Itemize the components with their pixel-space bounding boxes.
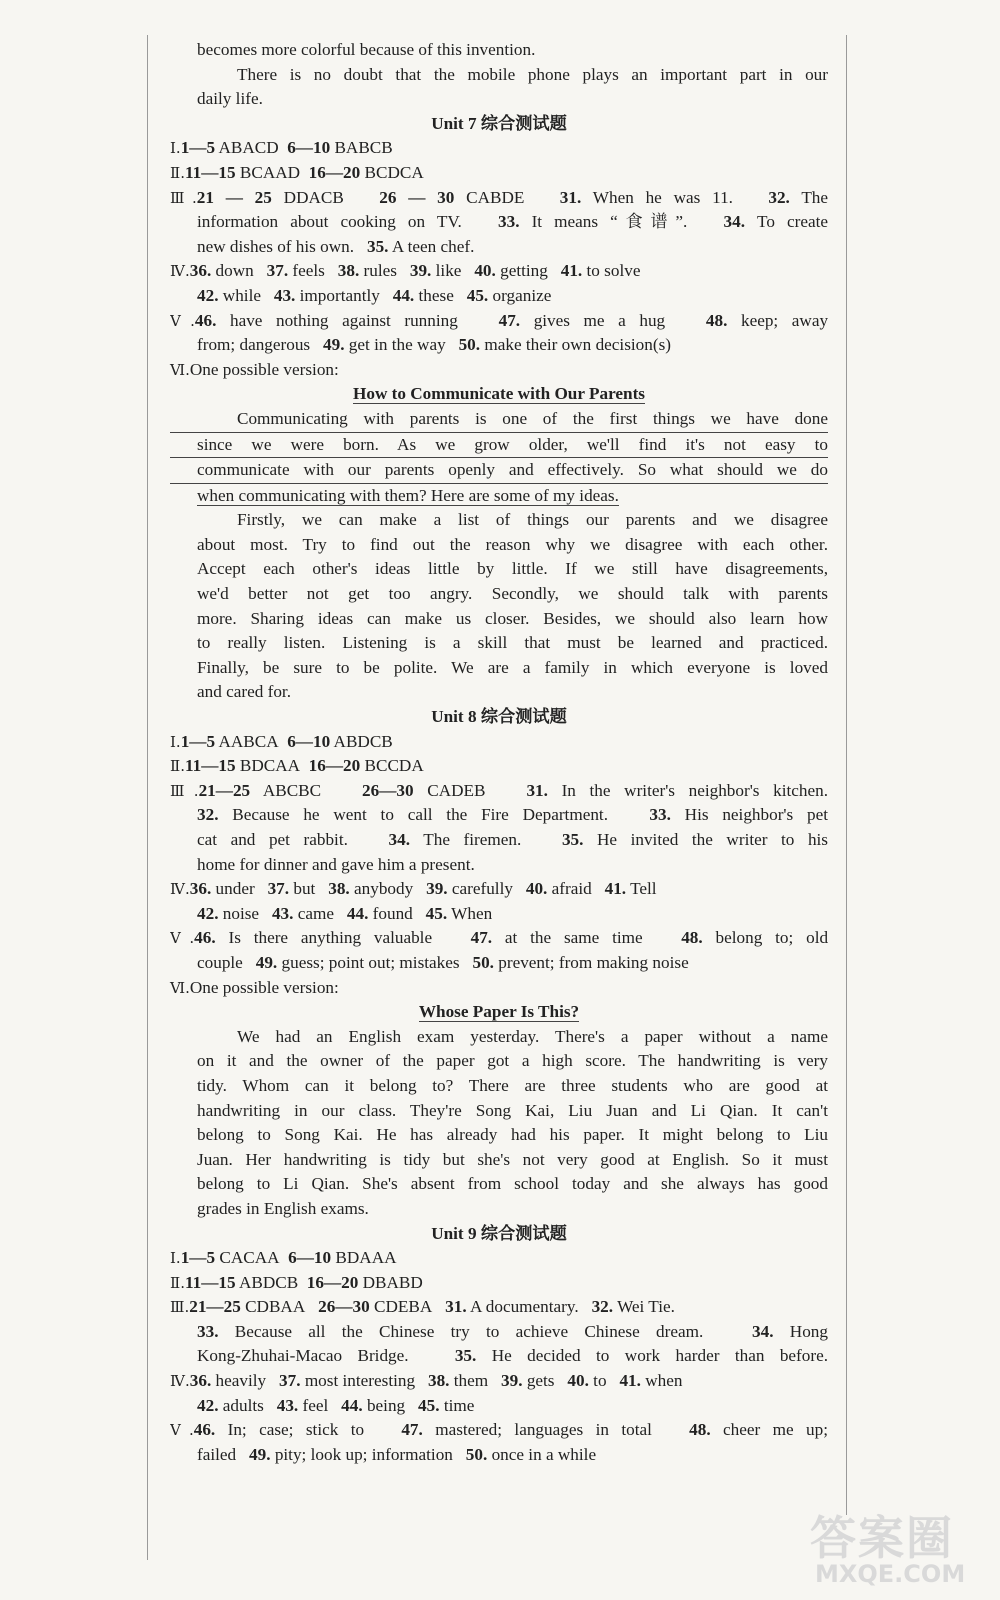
essay-line: belong to Song Kai. He has already had his paper. It might belong to Liu [197,1125,828,1145]
watermark-url: MXQE.COM [815,1560,966,1588]
essay-line: when communicating with them? Here are some of my ideas. [197,485,619,505]
unit-8-section-5: Ⅴ.46. Is there anything valuable 47. at the same time 48. belong to; old [170,928,828,948]
essay-line: Finally, be sure to be polite. We are a family in which everyone is loved [197,657,828,677]
unit-7-section-5-cont: from; dangerous 49. get in the way 50. make their own decision(s) [197,335,671,355]
essay-line: tidy. Whom can it belong to? There are three students who are good at [197,1075,828,1095]
unit-7-essay-title: How to Communicate with Our Parents [352,384,645,404]
text-line: becomes more colorful because of this invention. [197,40,536,59]
unit-8-section-3-cont: 32. Because he went to call the Fire Department. 33. His neighbor's pet [197,805,828,825]
site-watermark-logo [810,1502,990,1592]
unit-8-section-4: Ⅳ.36. under 37. but 38. anybody 39. carefully 40. afraid 41. Tell [170,879,657,899]
essay-line: Juan. Her handwriting is tidy but she's not very good at English. So it must [197,1149,828,1169]
unit-7-heading: Unit 7 综合测试题 [431,113,567,133]
unit-9-section-3-cont: Kong-Zhuhai-Macao Bridge. 35. He decided to work harder than before. [197,1346,828,1366]
essay-line: more. Sharing ideas can make us closer. Besides, we should also learn how [197,608,828,628]
answer-page [170,38,828,1467]
essay-line: and cared for. [197,682,292,702]
unit-8-section-3-cont: home for dinner and gave him a present. [197,854,475,874]
unit-7-section-5: Ⅴ.46. have nothing against running 47. gives me a hug 48. keep; away [170,310,828,330]
essay-line: since we were born. As we grow older, we'll find it's not easy to [170,433,828,459]
unit-8-essay-title: Whose Paper Is This? [418,1002,580,1022]
left-margin-rule [147,35,148,1560]
unit-8-section-5-cont: couple 49. guess; point out; mistakes 50. prevent; from making noise [197,952,689,972]
unit-8-section-3-cont: cat and pet rabbit. 34. The firemen. 35. He invited the writer to his [197,830,828,849]
essay-line: Accept each other's ideas little by little. If we still have disagreements, [197,559,828,579]
unit-9-section-5-cont: failed 49. pity; look up; information 50. once in a while [197,1444,597,1464]
text-line: daily life. [197,89,263,109]
watermark-text: 答案圈 [810,1511,954,1565]
essay-line: Communicating with parents is one of the first things we have done [170,407,828,433]
essay-line: to really listen. Listening is a skill that must be learned and practiced. [197,633,828,653]
right-margin-rule [846,35,847,1515]
essay-line: handwriting in our class. They're Song Kai, Liu Juan and Li Qian. It can't [197,1100,828,1120]
unit-9-section-5: Ⅴ.46. In; case; stick to 47. mastered; languages in total 48. cheer me up; [170,1420,828,1440]
unit-8-section-3: Ⅲ.21—25 ABCBC 26—30 CADEB 31. In the writer's neighbor's kitchen. [170,780,828,800]
unit-7-section-2: Ⅱ.11—15 BCAAD 16—20 BCDCA [170,162,424,182]
unit-9-section-3-cont: 33. Because all the Chinese try to achieve Chinese dream. 34. Hong [197,1321,828,1341]
unit-8-section-6: Ⅵ.One possible version: [170,977,339,997]
unit-9-section-1: Ⅰ.1—5 CACAA 6—10 BDAAA [170,1248,397,1268]
unit-8-section-4-cont: 42. noise 43. came 44. found 45. When [197,903,493,923]
unit-7-section-3: Ⅲ.21 — 25 DDACB 26 — 30 CABDE 31. When he was 11. 32. The [170,187,828,207]
unit-9-section-3: Ⅲ.21—25 CDBAA 26—30 CDEBA 31. A documentary. 32. Wei Tie. [170,1297,675,1317]
unit-9-heading: Unit 9 综合测试题 [431,1223,567,1243]
unit-7-section-4: Ⅳ.36. down 37. feels 38. rules 39. like 40. getting 41. to solve [170,261,641,281]
unit-7-section-3-cont: information about cooking on TV. 33. It means “食谱”. 34. To create [197,212,828,232]
unit-9-section-2: Ⅱ.11—15 ABDCB 16—20 DBABD [170,1272,423,1292]
unit-9-section-4: Ⅳ.36. heavily 37. most interesting 38. them 39. gets 40. to 41. when [170,1371,683,1391]
unit-8-section-2: Ⅱ.11—15 BDCAA 16—20 BCCDA [170,756,424,776]
essay-line: We had an English exam yesterday. There's a paper without a name [237,1026,828,1046]
unit-7-section-6: Ⅵ.One possible version: [170,359,339,379]
essay-line: we'd better not get too angry. Secondly, we should talk with parents [197,584,828,604]
unit-7-section-3-cont: new dishes of his own. 35. A teen chef. [197,236,475,256]
unit-7-section-4-cont: 42. while 43. importantly 44. these 45. organize [197,285,552,305]
text-line: There is no doubt that the mobile phone plays an important part in our [237,64,828,84]
unit-8-section-1: Ⅰ.1—5 AABCA 6—10 ABDCB [170,731,393,751]
essay-line: communicate with our parents openly and effectively. So what should we do [170,458,828,484]
essay-line: grades in English exams. [197,1198,369,1218]
essay-line: on it and the owner of the paper got a high score. The handwriting is very [197,1051,828,1071]
unit-7-section-1: Ⅰ.1—5 ABACD 6—10 BABCB [170,138,393,158]
essay-line: Firstly, we can make a list of things our parents and we disagree [237,510,828,530]
unit-9-section-4-cont: 42. adults 43. feel 44. being 45. time [197,1395,475,1415]
unit-8-heading: Unit 8 综合测试题 [431,707,567,727]
essay-line: belong to Li Qian. She's absent from school today and she always has good [197,1174,828,1194]
essay-line: about most. Try to find out the reason why we disagree with each other. [197,534,828,554]
